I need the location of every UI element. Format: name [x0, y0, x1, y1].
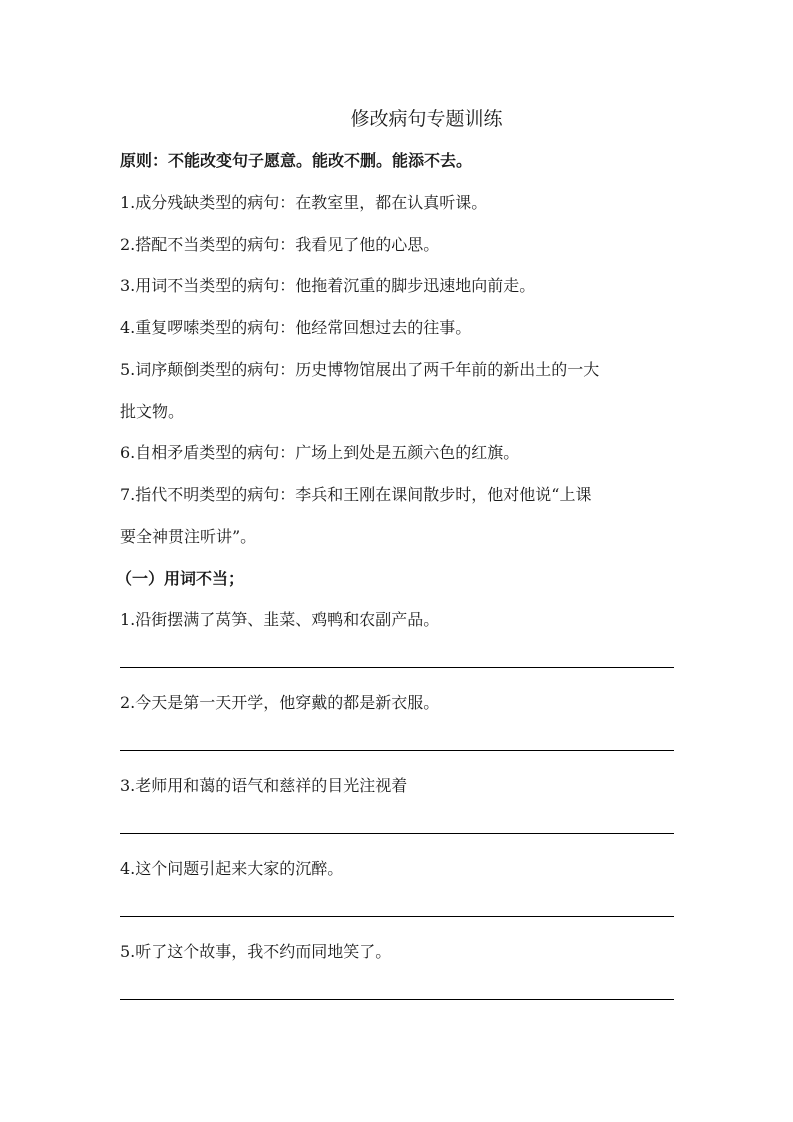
type-item-2: 2.搭配不当类型的病句：我看见了他的心思。 — [120, 235, 440, 254]
type-item-6: 6.自相矛盾类型的病句：广场上到处是五颜六色的红旗。 — [120, 443, 520, 462]
answer-line-1[interactable] — [120, 667, 674, 668]
type-item-4: 4.重复啰嗦类型的病句：他经常回想过去的往事。 — [120, 318, 472, 337]
answer-line-4[interactable] — [120, 916, 674, 917]
page-title: 修改病句专题训练 — [350, 108, 503, 130]
answer-line-2[interactable] — [120, 750, 674, 751]
exercise-5: 5.听了这个故事，我不约而同地笑了。 — [120, 942, 392, 961]
exercise-1: 1.沿街摆满了莴笋、韭菜、鸡鸭和农副产品。 — [120, 610, 440, 629]
answer-line-5[interactable] — [120, 999, 674, 1000]
section-heading: （一）用词不当； — [116, 569, 245, 588]
type-item-1: 1.成分残缺类型的病句：在教室里，都在认真听课。 — [120, 193, 488, 212]
exercise-2: 2.今天是第一天开学，他穿戴的都是新衣服。 — [120, 693, 440, 712]
type-item-3: 3.用词不当类型的病句：他拖着沉重的脚步迅速地向前走。 — [120, 276, 536, 295]
type-item-7: 7.指代不明类型的病句：李兵和王刚在课间散步时，他对他说“上课 — [120, 485, 592, 504]
type-item-5-continuation: 批文物。 — [120, 402, 185, 421]
exercise-3: 3.老师用和蔼的语气和慈祥的目光注视着 — [120, 776, 408, 795]
exercise-4: 4.这个问题引起来大家的沉醉。 — [120, 859, 344, 878]
type-item-5: 5.词序颠倒类型的病句：历史博物馆展出了两千年前的新出土的一大 — [120, 360, 600, 379]
type-item-7-continuation: 要全神贯注听讲”。 — [120, 527, 257, 546]
answer-line-3[interactable] — [120, 833, 674, 834]
principle-text: 原则：不能改变句子愿意。能改不删。能添不去。 — [120, 151, 473, 170]
